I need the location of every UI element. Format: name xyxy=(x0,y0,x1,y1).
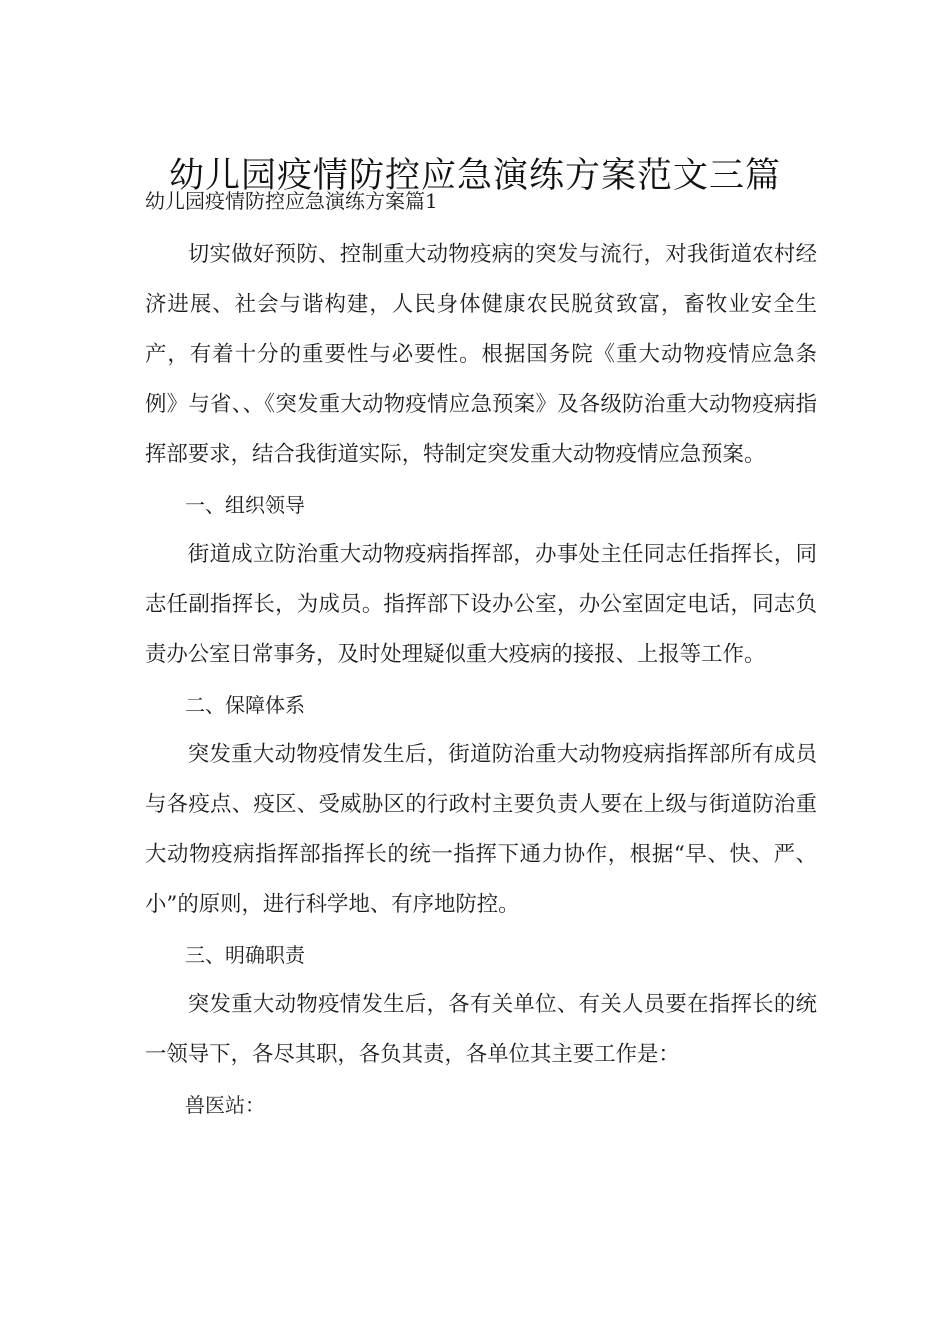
paragraph-organization: 街道成立防治重大动物疫病指挥部，办事处主任同志任指挥长，同志任副指挥长，为成员。指挥部下设办公室，办公室固定电话，同志负责办公室日常事务，及时处理疑似重大疫病的接报、上报等工作。 xyxy=(145,542,817,667)
paragraph-support: 突发重大动物疫情发生后，街道防治重大动物疫病指挥部所有成员与各疫点、疫区、受威胁区的行政村主要负责人要在上级与街道防治重大动物疫病指挥部指挥长的统一指挥下通力协作，根据“早、快、严、小”的原则，进行科学地、有序地防控。 xyxy=(145,742,817,917)
document-title: 幼儿园疫情防控应急演练方案范文三篇 xyxy=(168,156,781,197)
section-heading-organization: 一、组织领导 xyxy=(185,493,305,517)
paragraph-intro: 切实做好预防、控制重大动物疫病的突发与流行，对我街道农村经济进展、社会与谐构建，人民身体健康农民脱贫致富，畜牧业安全生产，有着十分的重要性与必要性。根据国务院《重大动物疫情应急条例》与省、、《突发重大动物疫情应急预案》及各级防治重大动物疫病指挥部要求，结合我街道实际，特制定突发重大动物疫情应急预案。 xyxy=(145,242,817,467)
section-heading-duties: 三、明确职责 xyxy=(185,943,305,967)
document-subtitle: 幼儿园疫情防控应急演练方案篇1 xyxy=(145,189,438,213)
item-veterinary-station: 兽医站： xyxy=(185,1093,265,1117)
section-heading-support: 二、保障体系 xyxy=(185,693,305,717)
paragraph-duties: 突发重大动物疫情发生后，各有关单位、有关人员要在指挥长的统一领导下，各尽其职，各负其责，各单位其主要工作是： xyxy=(145,992,817,1067)
document-body xyxy=(145,230,817,1130)
